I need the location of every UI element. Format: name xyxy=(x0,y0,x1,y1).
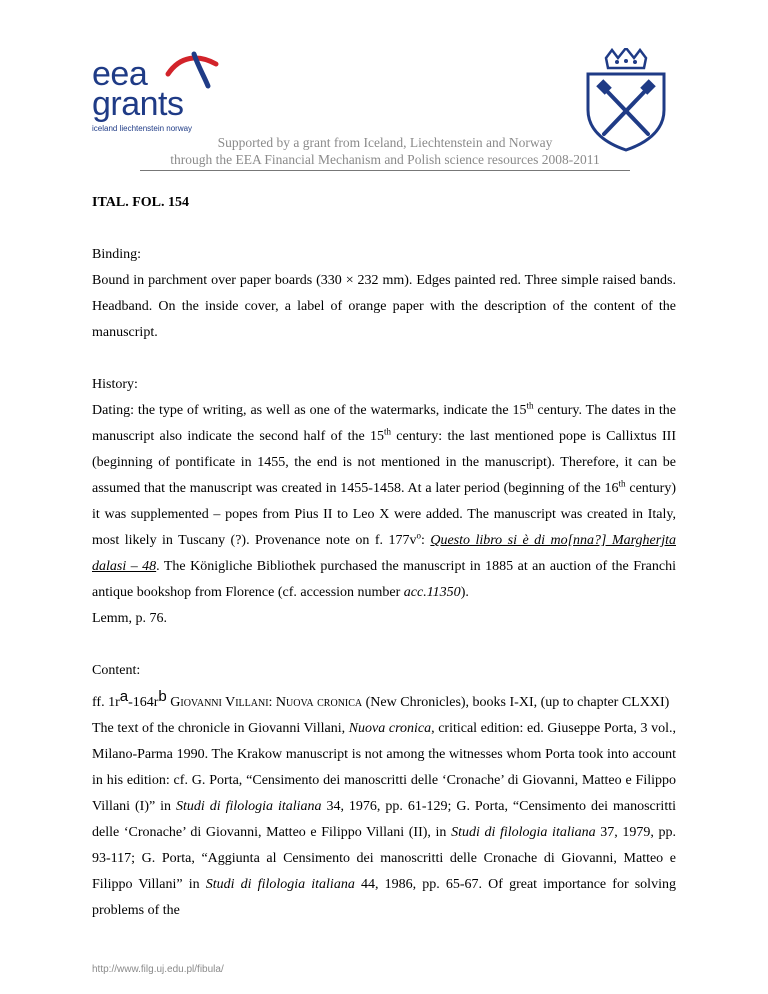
entry-author: Giovanni Villani xyxy=(170,695,269,710)
eea-grants-logo xyxy=(92,52,222,136)
grant-support-notice xyxy=(140,134,630,168)
history-part-1: Dating: the type of writing, as well as one of the watermarks, indicate the 15 xyxy=(92,403,527,418)
entry-colon: : xyxy=(268,695,276,710)
history-part-3: century: the last mentioned pope is Callixtus III (beginning of pontificate in 1455, the end is not mentioned in the manuscript). Therefore, it can be assumed that the manuscript was created in 1455-1458. At a later period (beginning of the 16 xyxy=(92,429,676,496)
history-text xyxy=(92,398,676,606)
history-part-5: : xyxy=(420,533,431,548)
footer-url[interactable]: http://www.filg.uj.edu.pl/fibula/ xyxy=(92,964,224,975)
content-part-2: , critical edition: ed. Giuseppe Porta, 3 vol., Milano-Parma 1990. The Krakow manuscript is not among the witnesses whom Porta took into account in his edition: cf. G. Porta, “Censimento dei manoscritti delle ‘Cronache’ di Giovanni, Matteo e Filippo Villani (I)” in xyxy=(92,721,676,814)
content-part-5: 44, 1986, pp. 65-67. Of great importance for solving problems of the xyxy=(92,877,676,918)
history-sup-2: th xyxy=(383,426,391,437)
document-body xyxy=(92,184,676,924)
binding-text: Bound in parchment over paper boards (330 × 232 mm). Edges painted red. Three simple raised bands. Headband. On the inside cover, a label of orange paper with the description of the content of the manuscript. xyxy=(92,273,676,340)
logo-swoosh-icon xyxy=(164,50,224,90)
support-line-1: Supported by a grant from Iceland, Liechtenstein and Norway xyxy=(217,135,553,150)
spacer xyxy=(92,346,676,372)
content-title-2: Studi di filologia italiana xyxy=(176,799,322,814)
support-line-2: through the EEA Financial Mechanism and Polish science resources 2008-2011 xyxy=(170,152,600,167)
history-part-7: ). xyxy=(460,585,469,600)
provenance-quote: Questo libro si è di mo[nna?] Margherjta dalasi – 48 xyxy=(92,533,676,574)
logo-text-grants: grants xyxy=(92,85,184,123)
spacer xyxy=(92,632,676,658)
accession-number: acc.11350 xyxy=(403,585,461,600)
history-sup-1: th xyxy=(526,400,534,411)
content-text xyxy=(92,716,676,924)
folio-mid: -164r xyxy=(128,695,159,710)
content-title-4: Studi di filologia italiana xyxy=(205,877,355,892)
history-part-4: century) it was supplemented – popes from Pius II to Leo X were added. The manuscript was created in Italy, most likely in Tuscany (?). Provenance note on f. 177v xyxy=(92,481,676,548)
folio-col-b: b xyxy=(158,688,167,705)
folio-col-a: a xyxy=(119,688,129,705)
header-divider xyxy=(140,170,630,171)
content-title-1: Nuova cronica xyxy=(348,721,432,736)
entry-rest: (New Chronicles), books I-XI, (up to chapter CLXXI) xyxy=(362,695,670,710)
spacer xyxy=(92,216,676,242)
history-sup-4: o xyxy=(416,530,421,541)
folio-entry xyxy=(92,684,676,716)
history-label: History: xyxy=(92,377,138,392)
folio-prefix: ff. 1r xyxy=(92,695,120,710)
history-part-6: . The Königliche Bibliothek purchased the manuscript in 1885 at an auction of the Franchi antique bookshop from Florence (cf. accession number xyxy=(92,559,676,600)
binding-label: Binding: xyxy=(92,247,142,262)
history-part-2: century. The dates in the manuscript also indicate the second half of the 15 xyxy=(92,403,677,444)
document-title: ITAL. FOL. 154 xyxy=(92,195,189,210)
content-part-1: The text of the chronicle in Giovanni Villani, xyxy=(92,721,349,736)
entry-work: Nuova cronica xyxy=(275,695,363,710)
content-label: Content: xyxy=(92,663,141,678)
content-title-3: Studi di filologia italiana xyxy=(451,825,596,840)
logo-tagline: iceland liechtenstein norway xyxy=(92,124,193,133)
history-sup-3: th xyxy=(618,478,626,489)
content-part-3: 34, 1976, pp. 61-129; G. Porta, “Censimento dei manoscritti delle ‘Cronache’ di Giovanni, Matteo e Filippo Villani (II), in xyxy=(92,799,676,840)
lemm-reference: Lemm, p. 76. xyxy=(92,611,168,626)
content-part-4: 37, 1979, pp. 93-117; G. Porta, “Aggiunta al Censimento dei manoscritti delle Cronache di Giovanni, Matteo e Filippo Villani” in xyxy=(92,825,677,892)
logo-text-eea: eea xyxy=(92,55,148,93)
